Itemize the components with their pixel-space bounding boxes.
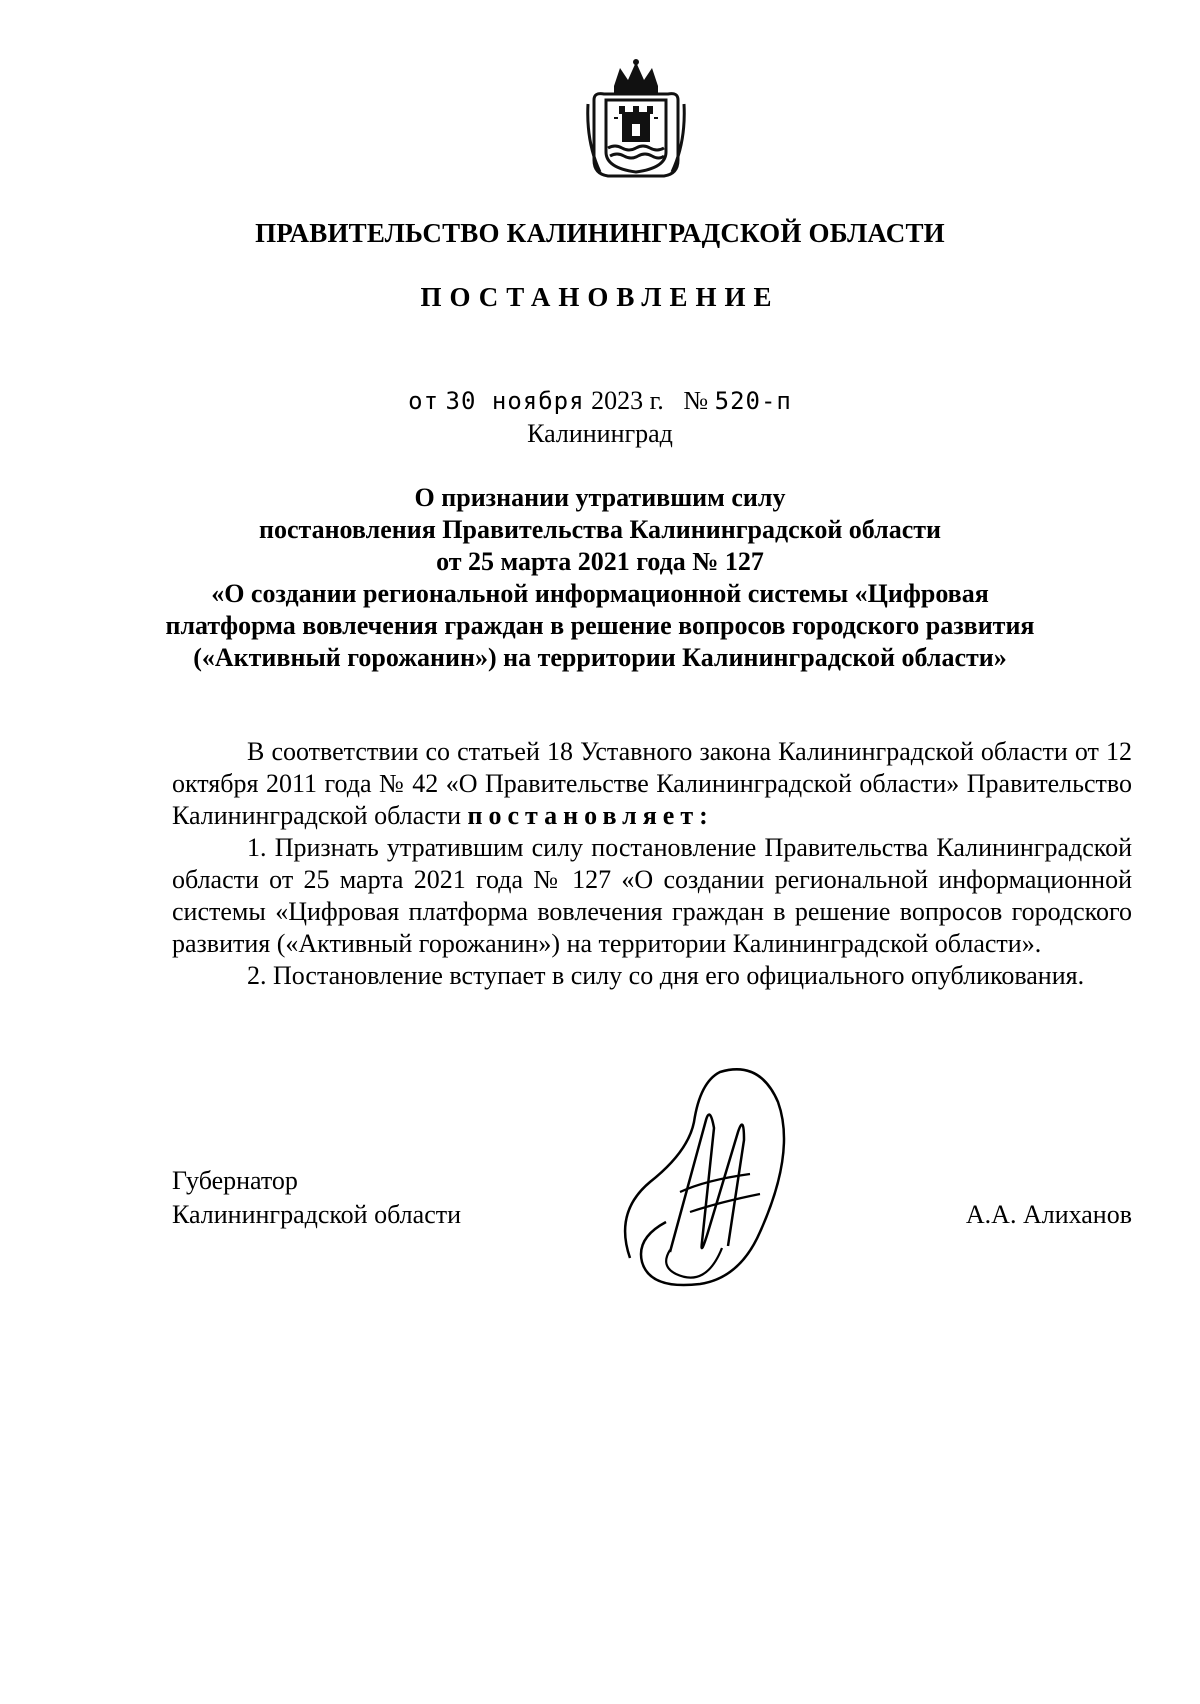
subject-line: «О создании региональной информационной системы «Цифровая — [211, 579, 989, 608]
preamble-text: В соответствии со статьей 18 Уставного закона Калининградской области от 12 октября 2011 года № 42 «О Правительстве Калининградской области» Правительство Калининградской области — [172, 737, 1132, 830]
subject-line: платформа вовлечения граждан в решение вопросов городского развития — [165, 611, 1035, 640]
subject-line: («Активный горожанин») на территории Калининградской области» — [193, 643, 1007, 672]
subject-line: О признании утратившим силу — [414, 483, 786, 512]
organization-title: ПРАВИТЕЛЬСТВО КАЛИНИНГРАДСКОЙ ОБЛАСТИ — [255, 218, 945, 248]
subject-line: постановления Правительства Калининградской области — [258, 515, 942, 544]
date-prefix: от — [408, 387, 440, 415]
item-2-paragraph: 2. Постановление вступает в силу со дня его официального опубликования. — [247, 961, 1085, 990]
document-city: Калининград — [527, 419, 673, 448]
date-year: 2023 г. — [591, 386, 664, 415]
document-dateline — [0, 386, 1200, 416]
number-sign: № — [683, 386, 709, 415]
document-subject — [150, 482, 1050, 674]
document-number: 520-п — [714, 387, 792, 415]
item-1-paragraph: 1. Признать утратившим силу постановление Правительства Калининградской области от 25 марта 2021 года № 127 «О создании региональной информационной системы «Цифровая платформа вовлечения граждан в решение вопросов городского развития («Активный горожанин») на территории Калининградской области». — [172, 833, 1132, 958]
subject-line: от 25 марта 2021 года № 127 — [436, 547, 764, 576]
handwritten-signature — [610, 1062, 810, 1294]
preamble-paragraph — [172, 736, 1132, 832]
signatory-position — [172, 1164, 572, 1232]
document-body — [172, 736, 1132, 992]
coat-of-arms-icon — [584, 56, 688, 184]
resolves-word: постановляет: — [467, 801, 714, 830]
document-type: ПОСТАНОВЛЕНИЕ — [420, 282, 780, 312]
position-line: Калининградской области — [172, 1200, 462, 1229]
signatory-name: А.А. Алиханов — [965, 1200, 1132, 1229]
position-line: Губернатор — [172, 1166, 298, 1195]
date-stamp: 30 ноября — [445, 387, 585, 415]
